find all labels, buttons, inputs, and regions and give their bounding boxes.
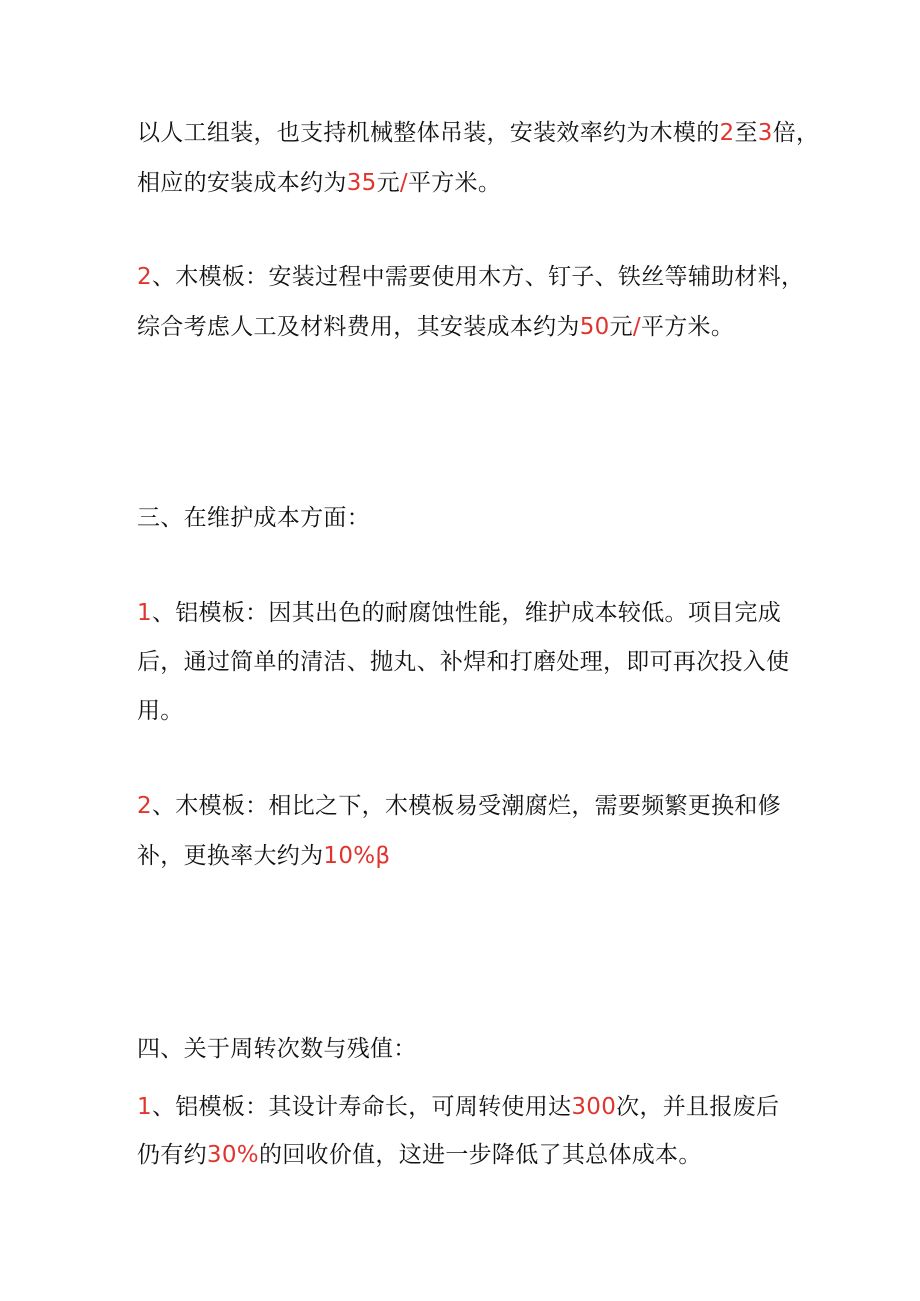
paragraph-2-line-2: 综合考虑人工及材料费用，其安装成本约为50元/平方米。: [137, 314, 735, 340]
section-4-heading: 四、关于周转次数与残值：: [137, 1036, 417, 1062]
paragraph-1-line-2: 相应的安装成本约为35元/平方米。: [137, 170, 502, 196]
paragraph-2-line-1: 2、木模板：安装过程中需要使用木方、钉子、铁丝等辅助材料，: [137, 264, 805, 290]
section-3-heading: 三、在维护成本方面：: [137, 505, 370, 531]
paragraph-3-line-1: 1、铝模板：因其出色的耐腐蚀性能，维护成本较低。项目完成: [137, 600, 782, 626]
paragraph-5-line-1: 1、铝模板：其设计寿命长，可周转使用达300次，并且报废后: [137, 1094, 780, 1120]
paragraph-3-line-3: 用。: [137, 698, 184, 724]
paragraph-1-line-1: 以人工组装，也支持机械整体吊装，安装效率约为木模的2至3倍，: [137, 120, 820, 146]
paragraph-5-line-2: 仍有约30%的回收价值，这进一步降低了其总体成本。: [137, 1142, 702, 1168]
paragraph-3-line-2: 后，通过简单的清洁、抛丸、补焊和打磨处理，即可再次投入使: [137, 649, 790, 675]
paragraph-4-line-2: 补，更换率大约为10%β: [137, 843, 391, 869]
paragraph-4-line-1: 2、木模板：相比之下，木模板易受潮腐烂，需要频繁更换和修: [137, 793, 782, 819]
